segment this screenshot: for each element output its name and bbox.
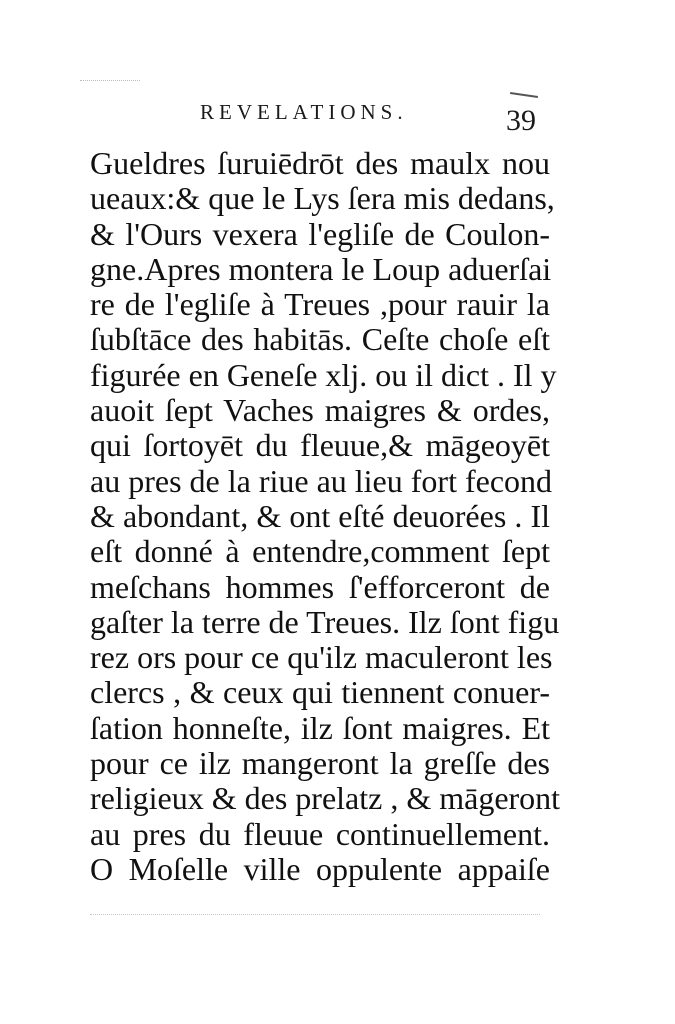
body-text <box>90 145 561 887</box>
text-line: rez ors pour ce qu'ilz maculeront les <box>90 639 553 676</box>
text-line: meſchans hommes ſ'efforceront de <box>90 568 550 605</box>
text-line: Gueldres ſuruiēdrōt des maulx nou <box>90 145 550 181</box>
text-line: gne.Apres montera le Loup aduerſai <box>90 250 552 287</box>
stray-ink-mark <box>80 80 140 85</box>
text-line: gaſter la terre de Treues. Ilz ſont figu <box>90 603 560 640</box>
text-line: re de l'egliſe à Treues ,pour rauir la <box>90 286 550 323</box>
text-line: clercs , & ceux qui tiennent conuer- <box>90 674 550 711</box>
text-line: ueaux:& que le Lys ſera mis dedans, <box>90 180 555 217</box>
text-line: au pres du fleuue continuellement. <box>90 815 550 852</box>
text-line: ſation honneſte, ilz ſont maigres. Et <box>90 709 550 746</box>
page-number-flourish <box>510 92 538 98</box>
text-line: O Moſelle ville oppulente appaiſe <box>90 850 550 887</box>
text-line: pour ce ilz mangeront la greſſe des <box>90 745 550 782</box>
text-line: religieux & des prelatz , & māgeront <box>90 780 561 817</box>
text-line: & abondant, & ont eſté deuorées . Il <box>90 497 550 534</box>
text-line: eſt donné à entendre,comment ſept <box>90 533 550 570</box>
page-number: 39 <box>506 104 536 137</box>
text-line: ſubſtāce des habitās. Ceſte choſe eſt <box>90 321 550 358</box>
running-title: REVELATIONS. <box>200 100 408 124</box>
bottom-dotted-rule <box>90 914 540 918</box>
text-line: figurée en Geneſe xlj. ou il dict . Il y <box>90 356 557 393</box>
text-line: auoit ſept Vaches maigres & ordes, <box>90 392 550 429</box>
text-line: qui ſortoyēt du fleuue,& māgeoyēt <box>90 427 550 464</box>
text-line: & l'Ours vexera l'egliſe de Coulon- <box>90 215 550 252</box>
text-line: au pres de la riue au lieu fort fecond <box>90 462 553 499</box>
